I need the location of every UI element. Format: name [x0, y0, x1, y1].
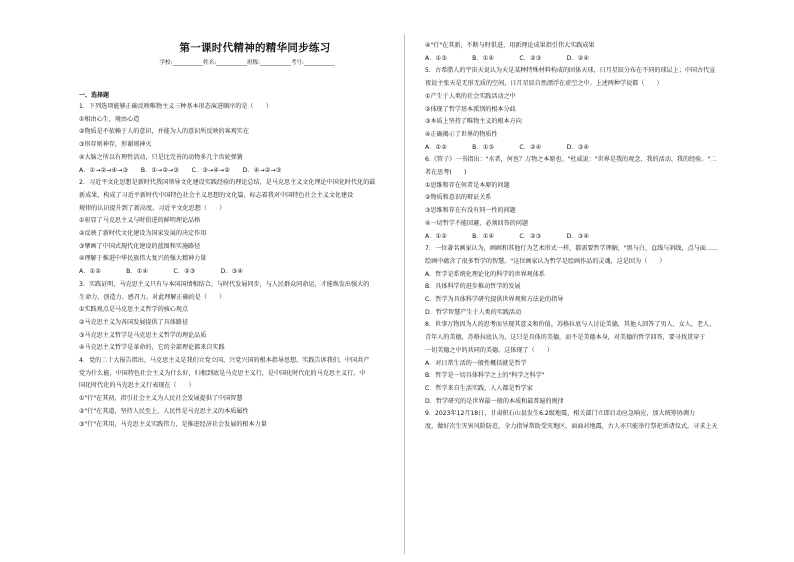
- text-line: 4．党的二十大报告指出，马克思主义是我们立党立国、兴党兴国的根本指导思想。实践告诉我们，中国共产: [79, 357, 370, 365]
- text-line: ①实践观点是马克思主义哲学的核心观点: [79, 306, 189, 314]
- text-line: B．具体科学的进步推动哲学的发展: [425, 283, 521, 291]
- left-column: [79, 101, 401, 431]
- text-line: ④一切哲学不能回避、必须回答的问题: [425, 219, 528, 227]
- text-line: ④马克思主义哲学是革命的，它的全部理论都来自实践: [79, 344, 225, 352]
- text-line: ③本质上坚持了唯物主义的根本方向: [425, 118, 522, 126]
- page-title: 第一课时代精神的精华同步练习: [179, 42, 331, 54]
- text-line: 国化时代化的马克思主义行表现在（ ）: [79, 382, 195, 390]
- text-line: C．哲学来自生活实践，人人都是哲学家: [425, 384, 533, 392]
- section-heading: 一、选择题: [79, 92, 110, 99]
- text-line: ②马克思主义为各国发展提供了具体路径: [79, 318, 189, 326]
- answer-options: A．①③ B．①④ C．②③ D．②④: [425, 54, 590, 62]
- text-line: 新成果，构成了习近平新时代中国特色社会主义思想的文化篇，标志着我对中国特色社会主义文化建设: [79, 191, 354, 199]
- text-line: ①思维和存在何者是本原的问题: [425, 181, 510, 189]
- text-line: ④理解于推进中华民族伟大复兴的强大精神力量: [79, 255, 207, 263]
- text-line: A．哲学是系统化理论化的科学的世界观体系: [425, 270, 545, 278]
- text-line: 规律的认识提升到了新高度。习近平文化思想（ ）: [79, 204, 226, 212]
- answer-options: A．①② B．①④ C．②③ D．③④: [425, 232, 590, 240]
- text-line: ③"行"在其用，马克思主义实践伟力，是推进经济社会发展的根本力量: [79, 420, 267, 428]
- text-line: ③形存则神存，形谢则神灭: [79, 141, 152, 149]
- text-line: 一切美德之中的共同的美德。这体现了（ ）: [425, 346, 553, 354]
- text-line: ②"行"在其道，坚持人民至上，人民性是马克思主义的本质属性: [79, 407, 249, 415]
- text-line: 党为什么能，中国特色社会主义为什么好，归根到底是马克思主义行，是中国化时代化的马克思主义行。中: [79, 369, 366, 377]
- text-line: C．哲学为具体科学研究提供世界观和方法论的指导: [425, 296, 564, 304]
- answer-options: A．①② B．①④ C．②③ D．③④: [79, 268, 244, 276]
- text-line: 绘画中蕴含了很多哲学的智慧。"这位画家认为哲学是绘画作品的灵魂，这是因为（ ）: [425, 257, 666, 265]
- text-line: ②体现了哲学基本派别的根本分歧: [425, 105, 516, 113]
- text-line: 6.《管子》一书指出："水者，何也？万物之本原也。"杜威说："世界是我的观念、我的活动、我的经验。"二: [425, 156, 717, 164]
- answer-options: A．①② B．①③ C．②④ D．③④: [425, 143, 590, 151]
- text-line: D．哲学智慧产生于人类的实践活动: [425, 308, 522, 316]
- text-line: ④正确揭示了世界的物质性: [425, 130, 498, 138]
- text-line: 9．2023年12月18日，甘肃积石山县发生6.2级地震，相关部门立即启动应急响应，加大统筹协调力: [425, 410, 696, 418]
- answer-options: A．①→②→④→③ B．①→②→③ C．③→④→② D．④→②→③: [79, 166, 282, 174]
- text-line: 1．下列选项能够正确反映唯物主义三种基本形态演进顺序的是（ ）: [79, 103, 272, 110]
- student-info-line: 学校:___________姓名:___________班级:___________考号:___________: [159, 60, 335, 66]
- text-line: D．哲学研究的是世界最一般的本质和最普遍的规律: [425, 397, 564, 405]
- right-column: [425, 40, 759, 434]
- text-line: ④大脑之所以有理性活动，只是比完善的动物多几个齿轮弹簧: [79, 153, 243, 161]
- text-line: ①产生于人类的社会实践活动之中: [425, 92, 516, 100]
- text-line: 5．古希腊人的宇宙天说认为天是某种特殊材料构成的固体天球，日月星辰分布在不同的球层上；中国古代宣: [425, 67, 716, 75]
- text-line: ③擘画了中国式现代化建设的蓝图和实施路径: [79, 242, 201, 250]
- text-line: A．对日常生活的一般性概括就是哲学: [425, 359, 527, 367]
- text-line: 度，做好次生灾害风险防范，全力指导帮助受灾地区，面面对地震，古人亦只能举行祭祀诉诸仪式，寻求上天: [425, 423, 718, 431]
- column-divider: [404, 34, 405, 554]
- text-line: ①"行"在其初，指引社会主义为人民社会发展提供了中国智慧: [79, 395, 243, 403]
- text-line: 3．实践证明，马克思主义只有与本国国情相结合，与时代发展同步，与人民群众同命运，才能焕发出强大的: [79, 280, 370, 288]
- text-line: ①彰显了马克思主义与时俱进的鲜明理论品格: [79, 217, 201, 225]
- text-line: ②反映了新时代文化建设为国家发展的决定作用: [79, 230, 207, 238]
- text-line: ④"行"在其新，不断与时俱进，用新理论成果指引伟大实践成果: [425, 42, 595, 49]
- text-line: ②物质是不依赖于人的意识，并能为人的意识所反映的客观实在: [79, 128, 249, 136]
- text-line: 8．世事万物因为人的思考而呈现其意义和价值。苏格拉底与人讨论美德，其他人回答了男人、女人、老人、: [425, 321, 716, 329]
- text-line: ③思维和存在有没有同一性的问题: [425, 207, 516, 215]
- text-line: 生命力、创造力、感召力。对此理解正确的是（ ）: [79, 293, 226, 301]
- text-line: ③马克思主义哲学是马克思主义哲学的理论品质: [79, 331, 207, 339]
- text-line: 2．习近平文化思想是新时代我国领导文化建设实践经验的理论总结，是马克思主义文化理论中国化时代化的最: [79, 179, 376, 187]
- text-line: B．哲学是一切具体科学之上的"科学之科学": [425, 372, 545, 380]
- text-line: 夜说主张天是无形无质的空间，日月星辰自然漂浮在虚空之中。上述两种学说都（ ）: [425, 80, 663, 88]
- text-line: ②物质和意识的辩证关系: [425, 194, 492, 202]
- text-line: 青年人的美德，苏格拉底认为，这只是具体的美德，而不是美德本身，对美德的哲学回答，要寻找贯穿于: [425, 334, 706, 342]
- text-line: 者在思考( ): [425, 169, 467, 177]
- text-line: ①相由心生，境由心造: [79, 115, 140, 123]
- text-line: 7．一位著名画家认为，画画和其他行为艺术形式一样，都需要哲学理解，"黑与白，直线与斜线，点与面……: [425, 245, 719, 253]
